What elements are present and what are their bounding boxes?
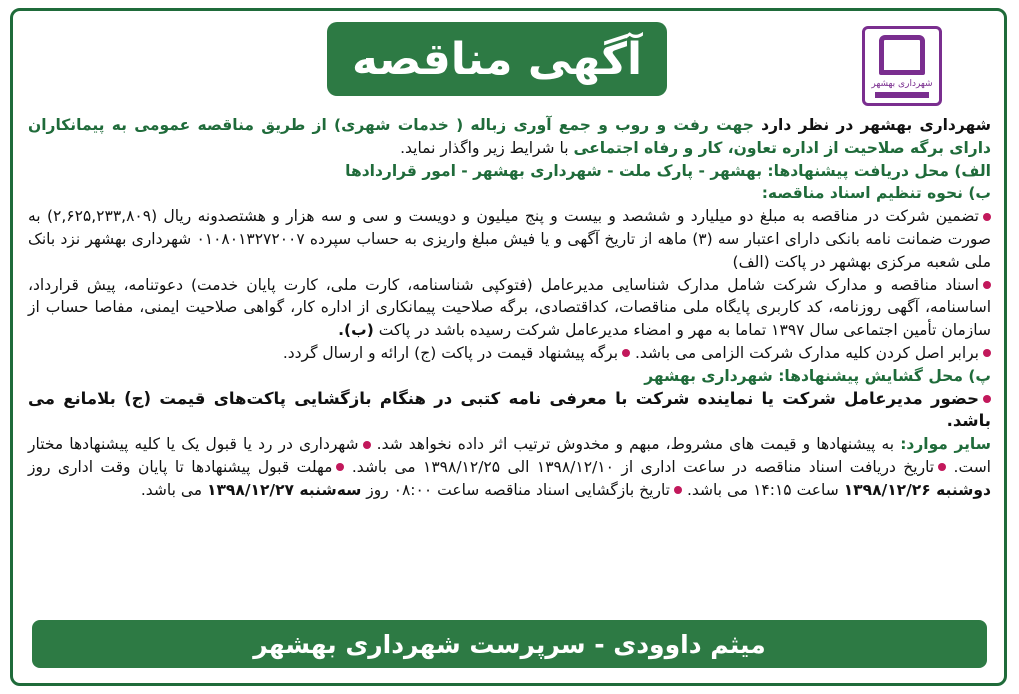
guarantee-text: تضمین شرکت در مناقصه به مبلغ دو میلیارد و ششصد و بیست و پنج میلیون و دویست و سی و سه هزار و هشتصدونه ریال (۲,۶۲۵,۲۳۳,۸۰۹) به صورت ضمانت نامه بانکی دارای اعتبار سه (۳) ماهه از تاریخ آگهی و یا فیش مبلغ واریزی به حساب سپرده ۰۱۰۸۰۱۳۲۷۲۰۰۷ شهرداری بهشهر نزد بانک ملی شعبه مرکزی بهشهر در پاکت (الف) bbox=[28, 207, 991, 271]
section-p: پ) محل گشایش پیشنهادها: شهرداری بهشهر bbox=[644, 366, 991, 385]
title-banner bbox=[327, 22, 667, 96]
section-b: ب) نحوه تنظیم اسناد مناقصه: bbox=[761, 184, 991, 203]
other-text-5b: سه‌شنبه ۱۳۹۸/۱۲/۲۷ bbox=[206, 480, 362, 499]
intro-text-1: شهرداری بهشهر در نظر دارد bbox=[753, 116, 991, 134]
other-text-1: به پیشنهادها و قیمت های مشروط، مبهم و مخدوش ترتیب اثر داده نخواهد شد. bbox=[376, 435, 901, 454]
other-text-4c: ساعت ۱۴:۱۵ می باشد. bbox=[686, 480, 844, 499]
footer-banner bbox=[32, 620, 987, 668]
bullet-icon bbox=[983, 281, 991, 289]
guarantee-paragraph bbox=[28, 205, 991, 273]
bullet-icon bbox=[983, 349, 991, 357]
section-a: الف) محل دریافت پیشنهادها: بهشهر - پارک ملت - شهرداری بهشهر - امور قراردادها bbox=[345, 161, 991, 180]
other-paragraph bbox=[28, 433, 991, 501]
logo-bar bbox=[875, 92, 929, 98]
municipality-logo bbox=[862, 26, 942, 106]
other-text-4a: مهلت قبول پیشنهادها تا پایان وقت اداری روز bbox=[28, 457, 333, 476]
documents-text: اسناد مناقصه و مدارک شرکت شامل مدارک شناسایی مدیرعامل (فتوکپی شناسنامه، کارت ملی، کارت پایان خدمت) دعوتنامه، پیش قرارداد، اساسنامه، آگهی روزنامه، کد کاربری پایگاه ملی مناقصات، کداقتصادی، برگه صلاحیت پیمانکاری از اداره کار، گواهی صلاحیت ایمنی، مفاصا حساب از سازمان تأمین اجتماعی سال ۱۳۹۷ تماما به مهر و امضاء مدیرعامل شرکت رسیده باشد در پاکت bbox=[28, 275, 991, 340]
original-text-2: برگه پیشنهاد قیمت در پاکت (ج) ارائه و ارسال گردد. bbox=[282, 343, 619, 362]
bullet-icon bbox=[983, 213, 991, 221]
bullet-icon bbox=[336, 463, 344, 471]
bullet-icon bbox=[363, 441, 371, 449]
logo-emblem-icon bbox=[879, 35, 925, 75]
original-text-1: برابر اصل کردن کلیه مدارک شرکت الزامی می باشد. bbox=[634, 343, 979, 362]
presence-paragraph bbox=[28, 388, 991, 434]
footer-signature: میثم داوودی - سرپرست شهرداری بهشهر bbox=[253, 629, 766, 659]
presence-text: حضور مدیرعامل شرکت یا نماینده شرکت با معرفی نامه کتبی در هنگام بازگشایی پاکت‌های قیمت (ج) بلامانع می باشد. bbox=[28, 388, 991, 431]
intro-text-3: با شرایط زیر واگذار نماید. bbox=[400, 138, 574, 157]
other-label: سایر موارد: bbox=[900, 435, 991, 454]
logo-text: شهرداری بهشهر bbox=[871, 78, 933, 89]
other-text-3: تاریخ دریافت اسناد مناقصه در ساعت اداری از ۱۳۹۸/۱۲/۱۰ الی ۱۳۹۸/۱۲/۲۵ می باشد. bbox=[351, 457, 935, 476]
other-text-5a: تاریخ بازگشایی اسناد مناقصه ساعت ۰۸:۰۰ روز bbox=[361, 480, 670, 499]
documents-envelope: (ب). bbox=[338, 321, 374, 340]
bullet-icon bbox=[938, 463, 946, 471]
intro-text-2: جهت رفت و روب و جمع آوری زباله ( خدمات شهری) از طریق مناقصه عمومی به پیمانکاران دارای برگه صلاحیت از اداره تعاون، کار و رفاه اجتماعی bbox=[28, 116, 991, 157]
bullet-icon bbox=[674, 486, 682, 494]
page-title: آگهی مناقصه bbox=[351, 33, 643, 85]
other-text-4b: دوشنبه ۱۳۹۸/۱۲/۲۶ bbox=[843, 480, 991, 499]
other-text-2: شهرداری در رد یا قبول یک یا کلیه پیشنهادها مختار است. bbox=[28, 435, 991, 476]
documents-paragraph bbox=[28, 274, 991, 342]
bullet-icon bbox=[983, 395, 991, 403]
original-paragraph bbox=[28, 342, 991, 365]
other-text-5c: می باشد. bbox=[140, 480, 207, 499]
bullet-icon bbox=[622, 349, 630, 357]
notice-body bbox=[28, 114, 991, 502]
intro-paragraph bbox=[28, 114, 991, 160]
